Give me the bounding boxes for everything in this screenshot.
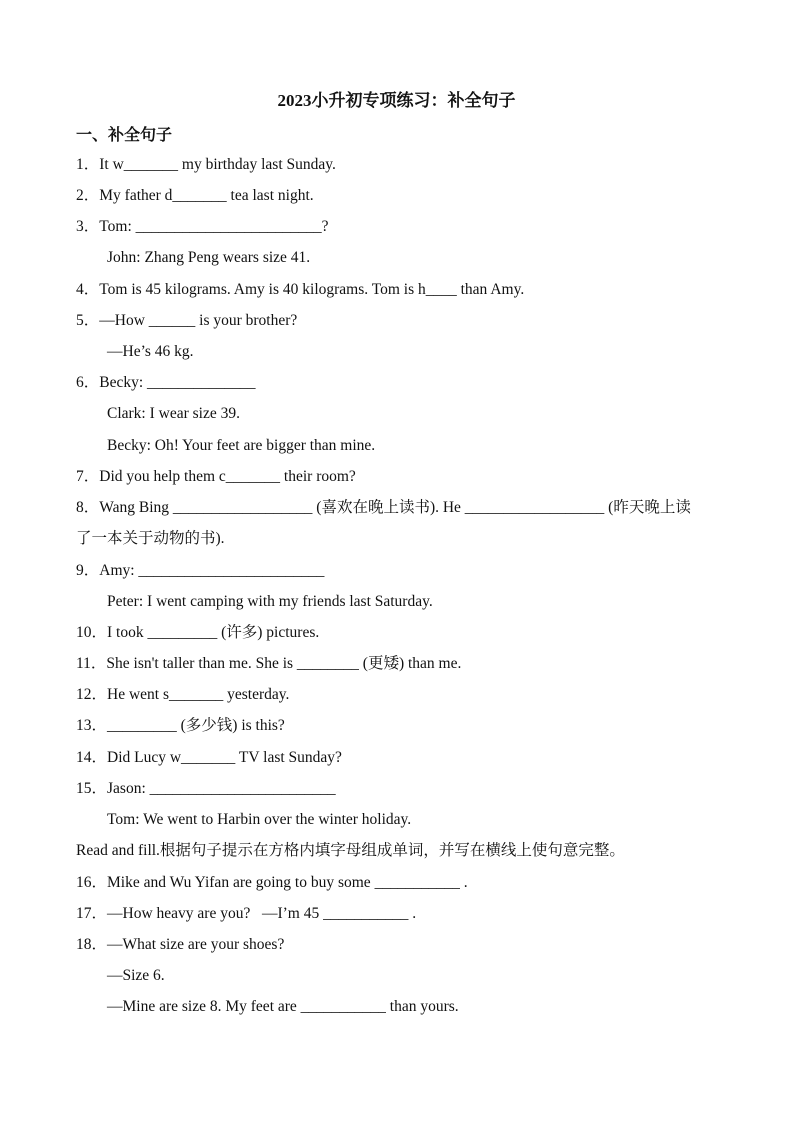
dialogue-line: —Size 6. (107, 967, 165, 984)
section-heading: 一、补全句子 (76, 127, 173, 144)
dialogue-line: John: Zhang Peng wears size 41. (107, 249, 311, 266)
dialogue-line: Becky: Oh! Your feet are bigger than mine. (107, 437, 376, 454)
question-line: 5．—How ______ is your brother? (76, 312, 298, 329)
question-line: 1．It w_______ my birthday last Sunday. (76, 156, 336, 173)
question-line: 12．He went s_______ yesterday. (76, 686, 290, 703)
dialogue-line: Clark: I wear size 39. (107, 405, 240, 422)
question-line: 6．Becky: ______________ (76, 374, 256, 391)
dialogue-line: Tom: We went to Harbin over the winter holiday. (107, 811, 412, 828)
question-line: 11．She isn't taller than me. She is ________ (更矮) than me. (76, 655, 462, 672)
question-line: 2．My father d_______ tea last night. (76, 187, 314, 204)
page-title: 2023小升初专项练习：补全句子 (277, 91, 516, 110)
question-line: 14．Did Lucy w_______ TV last Sunday? (76, 749, 342, 766)
question-line: 4．Tom is 45 kilograms. Amy is 40 kilograms. Tom is h____ than Amy. (76, 281, 525, 298)
dialogue-line: —He’s 46 kg. (107, 343, 194, 360)
question-line: 18．—What size are your shoes? (76, 936, 285, 953)
dialogue-line: Peter: I went camping with my friends last Saturday. (107, 593, 433, 610)
question-line: 10．I took _________ (许多) pictures. (76, 624, 320, 641)
question-line: 3．Tom: ________________________? (76, 218, 329, 235)
question-line: 17．—How heavy are you? —I’m 45 ___________ . (76, 905, 417, 922)
question-line: 15．Jason: ________________________ (76, 780, 336, 797)
question-line: 16．Mike and Wu Yifan are going to buy some ___________ . (76, 874, 468, 891)
question-line: 13．_________ (多少钱) is this? (76, 717, 285, 734)
dialogue-line: —Mine are size 8. My feet are ___________ than yours. (107, 998, 459, 1015)
question-line: 9．Amy: ________________________ (76, 562, 325, 579)
question-line: 8．Wang Bing __________________ (喜欢在晚上读书). He __________________ (昨天晚上读 (76, 499, 691, 516)
question-line-continued: 了一本关于动物的书). (76, 530, 225, 547)
question-line: 7．Did you help them c_______ their room? (76, 468, 356, 485)
instruction-line: Read and fill.根据句子提示在方格内填字母组成单词，并写在横线上使句意完整。 (76, 842, 625, 859)
